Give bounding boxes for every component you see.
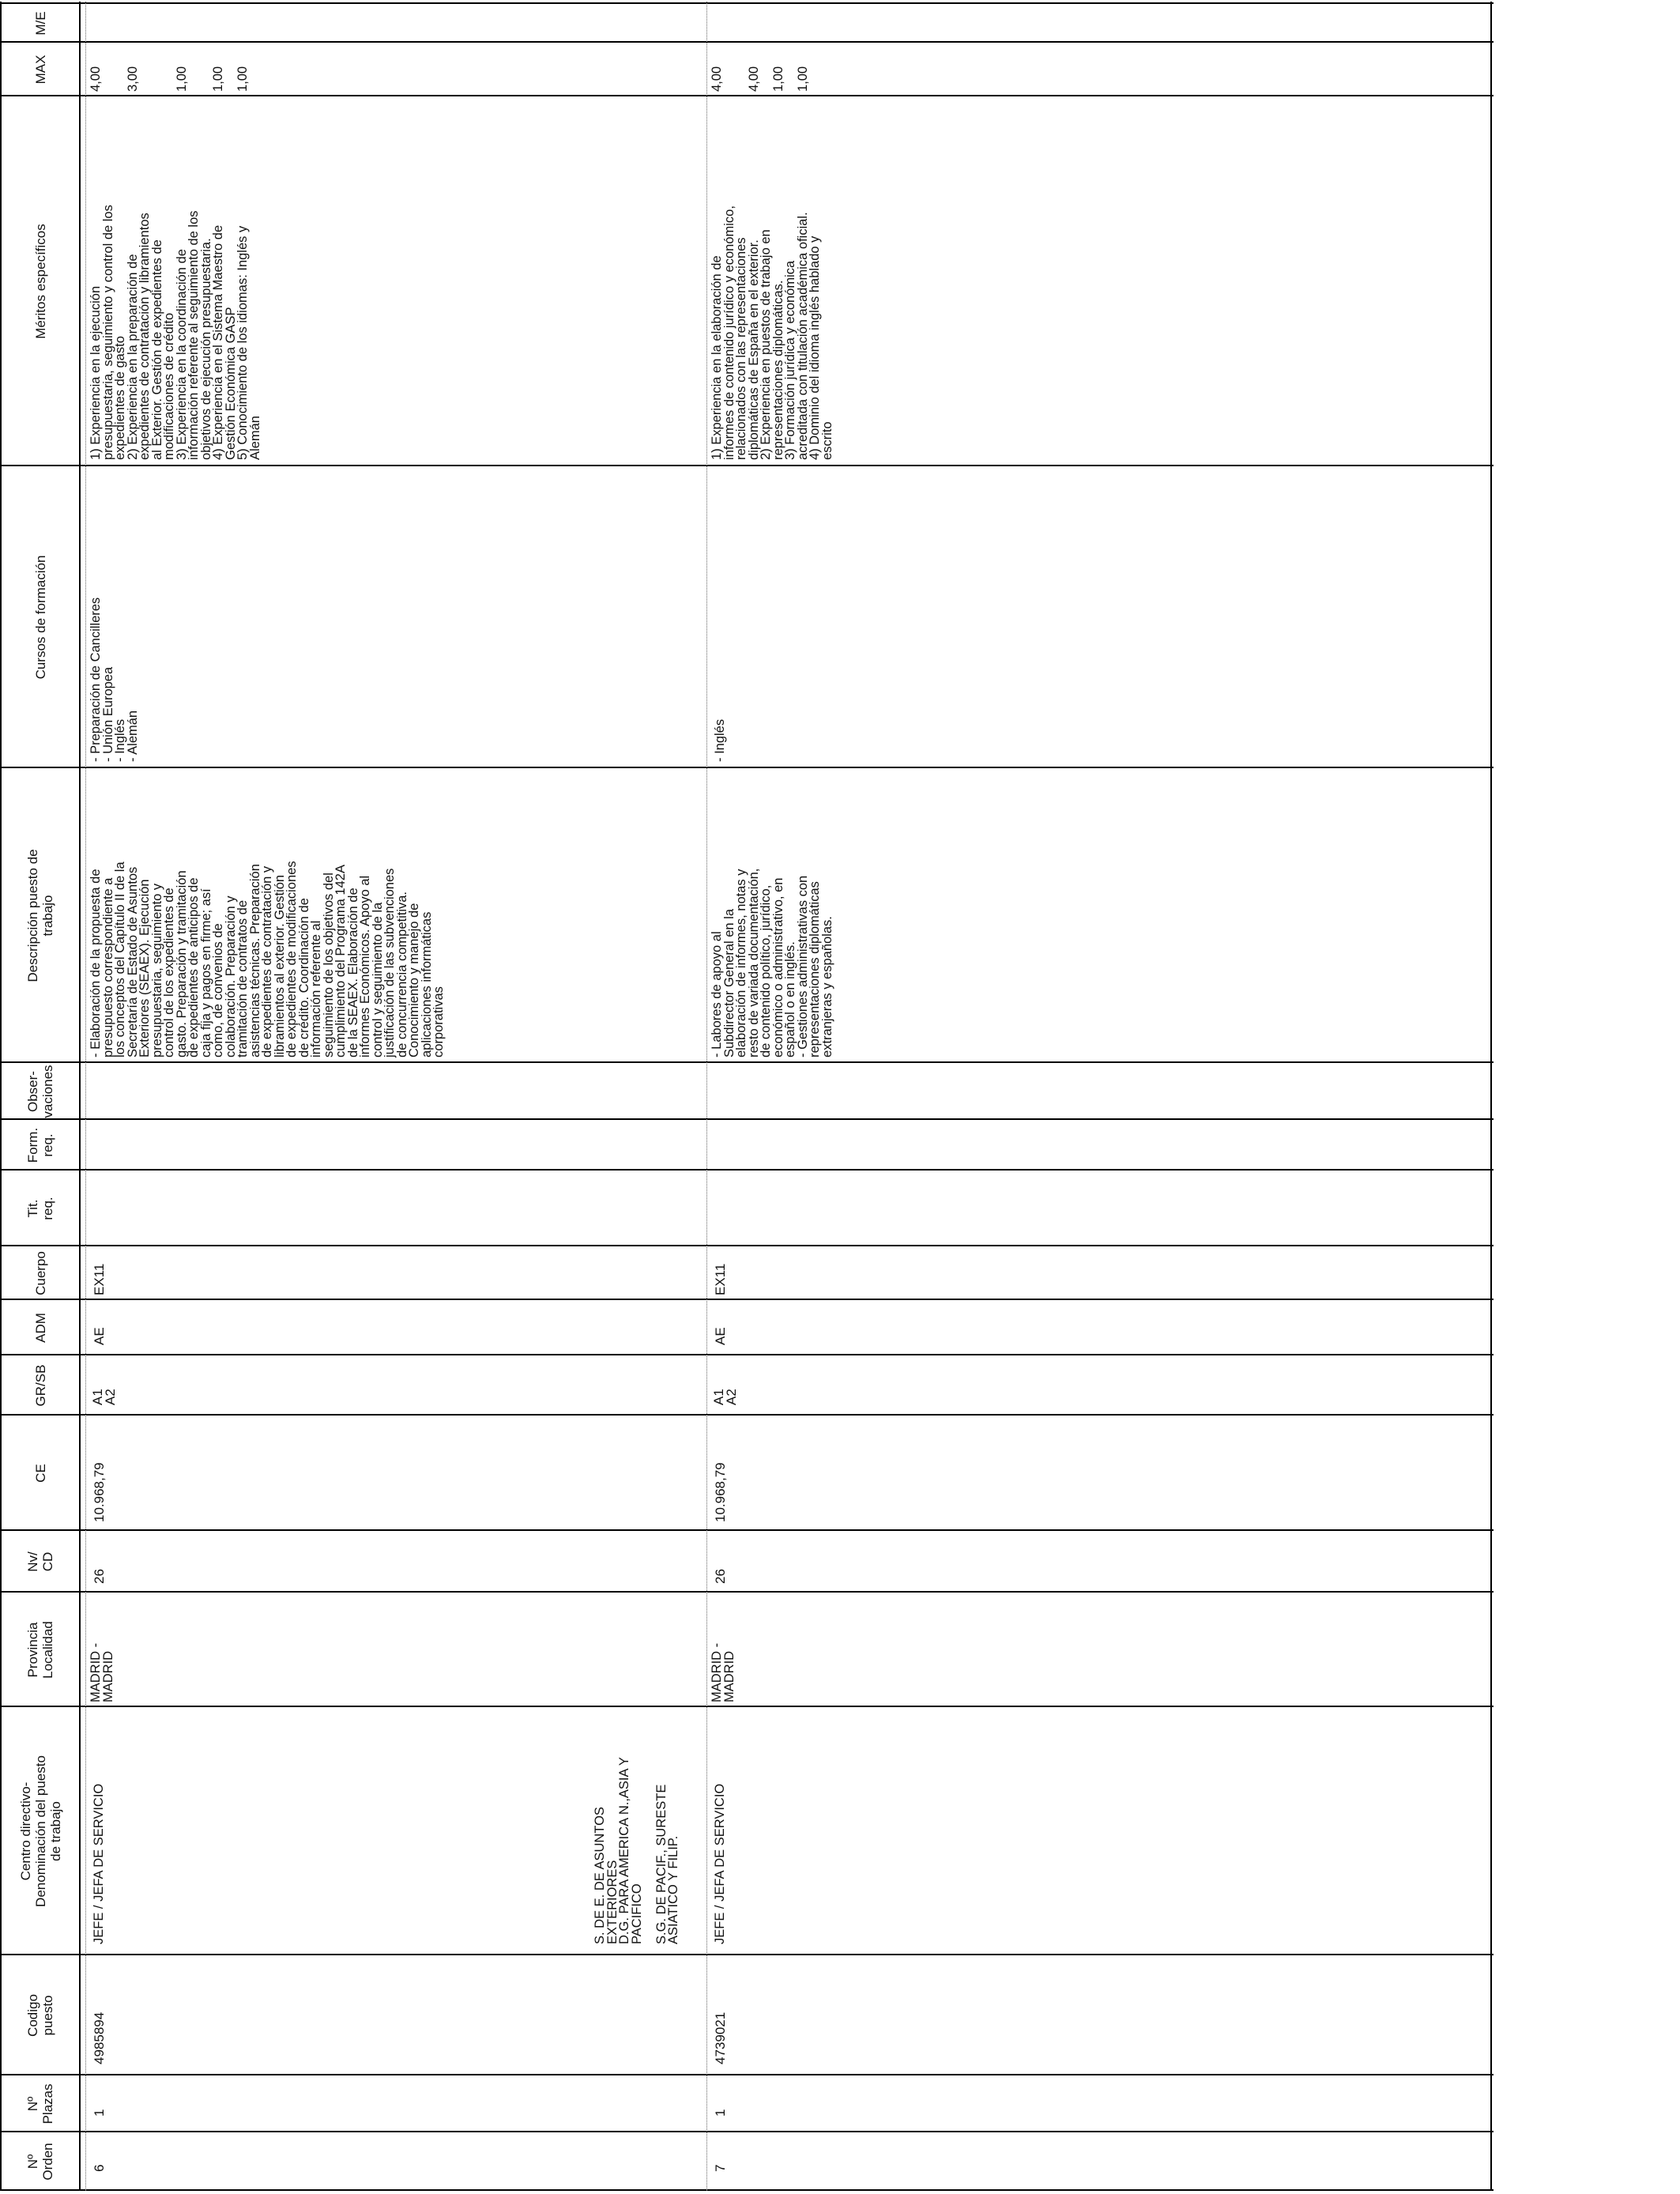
rotated-table: [0, 2, 1494, 2191]
row7-plazas: 1: [713, 2109, 728, 2117]
row7-grupo: A1 A2: [711, 1389, 739, 1405]
column-border: [0, 2, 1494, 4]
column-border: [0, 465, 1494, 466]
header-me: M/E: [32, 11, 48, 36]
header-cuerpo: Cuerpo: [32, 1251, 48, 1295]
row7-nivel: 26: [713, 1569, 728, 1584]
header-meritos: Méritos específicos: [32, 224, 48, 339]
column-border: [0, 2131, 1494, 2132]
row6-grupo: A1 A2: [90, 1389, 118, 1405]
row6-max: 4,00 3,00 1,00 1,00 1,00: [89, 66, 250, 92]
column-border: [0, 95, 1494, 96]
header-cursos: Cursos de formación: [32, 555, 48, 680]
row7-adm: AE: [713, 1327, 728, 1345]
row6-codigo: 4985894: [92, 2011, 107, 2064]
row7-max: 4,00 4,00 1,00 1,00: [710, 66, 810, 92]
header-max: MAX: [32, 55, 48, 85]
header-nivel: Nv/ CD: [25, 1551, 55, 1572]
header-centro: Centro directivo- Denominación del puesto de trabajo: [17, 1755, 63, 1907]
header-orden: Nº Orden: [25, 2143, 55, 2181]
column-border: [0, 1414, 1494, 1416]
header-bottom-border: [79, 2, 81, 2191]
row6-ce: 10.968,79: [92, 1462, 107, 1522]
header-codigo: Codigo puesto: [25, 1994, 55, 2037]
header-plazas: Nº Plazas: [25, 2083, 55, 2124]
column-border: [0, 1061, 1494, 1063]
column-border: [0, 1529, 1494, 1531]
header-provincia: Provincia Localidad: [25, 1621, 55, 1679]
row-divider: [85, 2, 86, 2191]
row6-adm: AE: [92, 1327, 107, 1345]
column-border: [0, 1954, 1494, 1955]
row-divider: [706, 2, 707, 2191]
column-border: [0, 767, 1494, 768]
row7-cuerpo: EX11: [713, 1263, 728, 1295]
row7-cursos: - Inglés: [713, 718, 727, 762]
column-border: [0, 1245, 1494, 1246]
header-descripcion: Descripción puesto de trabajo: [25, 849, 55, 982]
column-border: [0, 1354, 1494, 1355]
header-titulacion: Tit. req.: [25, 1197, 55, 1220]
row7-provincia: MADRID - MADRID: [710, 1642, 736, 1702]
column-border: [0, 1118, 1494, 1120]
row6-nivel: 26: [92, 1569, 107, 1584]
column-border: [0, 2189, 1494, 2191]
row6-provincia: MADRID - MADRID: [89, 1642, 115, 1702]
column-border: [0, 1299, 1494, 1300]
header-adm: ADM: [32, 1313, 48, 1343]
row7-denominacion: JEFE / JEFA DE SERVICIO: [713, 1783, 727, 1944]
header-grupo: GR/SB: [32, 1364, 48, 1407]
row6-orden: 6: [92, 2164, 107, 2172]
column-border: [0, 41, 1494, 43]
row6-meritos: 1) Experiencia en la ejecución presupuestaria, seguimiento y control de los expedientes de gasto 2) Experiencia en la preparación de expedientes de contratación y libramientos al Exterior. Gestión de expedientes de modificaciones de crédito 3) Experiencia en la coordinación de información referente al seguimiento de los objetivos de ejecución presupuestaria. 4) Experiencia en el Sistema Maestro de Gestión Económica GASP 5) Conocimiento de los idiomas: Inglés y Alemán: [89, 205, 262, 460]
row6-cursos: - Preparación de Cancilleres - Unión Europea - Inglés - Alemán: [89, 597, 140, 762]
row6-plazas: 1: [92, 2109, 107, 2117]
table-bottom-border: [1490, 2, 1492, 2191]
column-border: [0, 1706, 1494, 1707]
row7-descripcion: - Labores de apoyo al Subdirector General en la elaboración de informes, notas y resto de variada documentación, de contenido político, jurídico, económico o administrativo, en español o en inglés. - Gestiones administrativas con representaciones diplomáticas extranjeras y españolas.: [710, 868, 834, 1057]
table-top-border: [0, 2, 2, 2191]
row6-descripcion: - Elaboración de la propuesta de presupuesto correspondiente a los conceptos del Capítulo II de la Secretaría de Estado de Asuntos Exteriores (SEAEX). Ejecución presupuestaria, seguimiento y control de los expedientes de gasto. Preparación y tramitación de expedientes de anticipos de caja fija y pagos en firme; así como, de convenios de colaboración. Preparación y tramitación de contratos de asistencias técnicas. Preparación de expedientes de contratación y libramientos al exterior. Gestión de expedientes de modificaciones de crédito. Coordinación de información referente al seguimiento de los objetivos del cumplimiento del Programa 142A de la SEAEX. Elaboración de informes Económicos. Apoyo al control y seguimiento de la justificación de las subvenciones de concurrencia competitiva. Conocimiento y manejo de aplicaciones informáticas corporativas: [89, 861, 446, 1057]
row6-denominacion: JEFE / JEFA DE SERVICIO: [92, 1783, 106, 1944]
row6-cuerpo: EX11: [92, 1263, 107, 1295]
column-border: [0, 2074, 1494, 2075]
header-observaciones: Obser- vaciones: [25, 1065, 55, 1118]
row7-ce: 10.968,79: [713, 1462, 728, 1522]
row7-meritos: 1) Experiencia en la elaboración de informes de contenido jurídico y económico, relacionados con las representaciones diplomáticas de España en el exterior. 2) Experiencia en puestos de trabajo en representaciones diplomáticas. 3) Formación jurídica y económica acreditada con titulación académica oficial. 4) Dominio del idioma inglés hablado y escrito: [710, 205, 834, 460]
section-center-heading: S. DE E. DE ASUNTOS EXTERIORES D.G. PARA AMERICA N.,ASIA Y PACIFICO S.G. DE PACIF., SURESTE ASIATICO Y FILIP.: [593, 1757, 680, 1944]
row7-codigo: 4739021: [713, 2011, 728, 2064]
row7-orden: 7: [713, 2164, 728, 2172]
header-ce: CE: [32, 1464, 48, 1483]
column-border: [0, 1169, 1494, 1171]
header-formacion-req: Form. req.: [25, 1127, 55, 1163]
column-border: [0, 1591, 1494, 1593]
